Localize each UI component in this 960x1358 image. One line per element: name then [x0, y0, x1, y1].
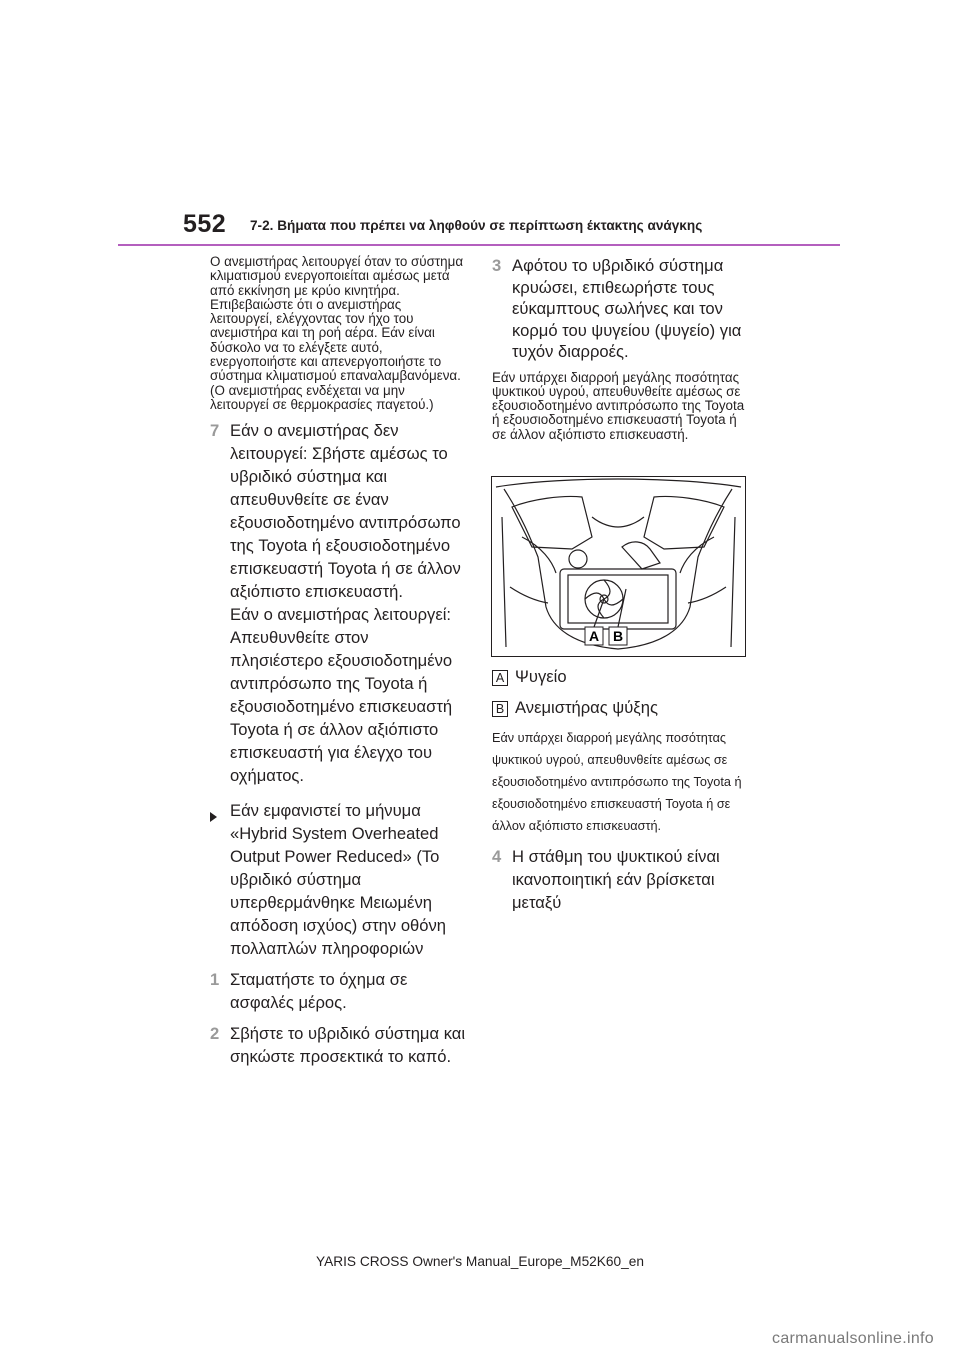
- step-7: [210, 419, 466, 787]
- step-2-text: Σβήστε το υβριδικό σύστημα και σηκώστε προσεκτικά το καπό.: [230, 1024, 466, 1067]
- right-column: [492, 255, 748, 442]
- step-7-text: Εάν ο ανεμιστήρας δεν λειτουργεί: Σβήστε αμέσως το υβριδικό σύστημα και απευθυνθείτε σε έναν εξουσιοδοτημένο αντιπρόσωπο της Toyota ή εξουσιοδοτημένο επισκευαστή Toyota ή σε άλλον αξιόπιστο επισκευαστή.: [230, 421, 461, 602]
- step-7-text-2: Εάν ο ανεμιστήρας λειτουργεί: Απευθυνθείτε στον πλησιέστερο εξουσιοδοτημένο αντιπρόσωπο της Toyota ή εξουσιοδοτημένο επισκευαστή Toyota ή σε άλλον αξιόπιστο επισκευαστή για έλεγχο του οχήματος.: [230, 605, 453, 786]
- step-1-text: Σταματήστε το όχημα σε ασφαλές μέρος.: [230, 970, 408, 1013]
- page-number: 552: [183, 210, 227, 238]
- right-column-lower: [492, 665, 748, 914]
- step-4-text: Η στάθμη του ψυκτικού είναι ικανοποιητική εάν βρίσκεται μεταξύ: [512, 847, 720, 912]
- subheading: [210, 799, 466, 960]
- step-1-number: 1: [210, 970, 220, 990]
- leak-note: Εάν υπάρχει διαρροή μεγάλης ποσότητας ψυκτικού υγρού, απευθυνθείτε αμέσως σε εξουσιοδοτημένο αντιπρόσωπο της Toyota ή εξουσιοδοτημένο επισκευαστή Toyota ή σε άλλον αξιόπιστο επισκευαστή.: [492, 369, 745, 442]
- section-title: 7-2. Βήματα που πρέπει να ληφθούν σε περίπτωση έκτακτης ανάγκης: [250, 218, 703, 233]
- step-3-number: 3: [492, 256, 502, 275]
- triangle-bullet-icon: [210, 812, 217, 822]
- step-2-number: 2: [210, 1024, 220, 1044]
- legend-a-key: A: [492, 670, 508, 686]
- header-rule: [118, 244, 840, 246]
- callout-b-label: B: [612, 628, 624, 644]
- engine-bay-illustration: [492, 477, 745, 656]
- subheading-text: Εάν εμφανιστεί το μήνυμα «Hybrid System Overheated Output Power Reduced» (Το υβριδικό σύστημα υπερθερμάνθηκε Μειωμένη απόδοση ισχύος) στην οθόνη πολλαπλών πληροφοριών: [230, 801, 447, 959]
- watermark: carmanualsonline.info: [772, 1330, 934, 1347]
- step-1: [210, 968, 466, 1014]
- step-2: [210, 1022, 466, 1068]
- footer-manual-title: YARIS CROSS Owner's Manual_Europe_M52K60_en: [316, 1254, 644, 1269]
- legend-item-a: [492, 665, 748, 688]
- step-3-text: Αφότου το υβριδικό σύστημα κρυώσει, επιθεωρήστε τους εύκαμπτους σωλήνες και τον κορμό του ψυγείου (ψυγείο) για τυχόν διαρροές.: [512, 256, 742, 361]
- legend-item-b: [492, 696, 748, 719]
- intro-paragraph: Ο ανεμιστήρας λειτουργεί όταν το σύστημα κλιματισμού ενεργοποιείται αμέσως μετά από εκκίνηση με κρύο κινητήρα. Επιβεβαιώστε ότι ο ανεμιστήρας λειτουργεί, ελέγχοντας τον ήχο του ανεμιστήρα και τη ροή αέρα. Εάν είναι δύσκολο να το ελέγξετε αυτό, ενεργοποιήστε και απενεργοποιήστε το σύστημα κλιματισμού επαναλαμβανόμενα. (Ο ανεμιστήρας ενδέχεται να μην λειτουργεί σε θερμοκρασίες παγετού.): [210, 254, 464, 412]
- legend-b-label: Ανεμιστήρας ψύξης: [515, 698, 658, 717]
- engine-bay-figure: [491, 476, 746, 657]
- legend-b-key: B: [492, 701, 508, 717]
- legend-a-label: Ψυγείο: [515, 667, 567, 686]
- callout-a-label: A: [588, 628, 600, 644]
- leak-note-2: Εάν υπάρχει διαρροή μεγάλης ποσότητας ψυκτικού υγρού, απευθυνθείτε αμέσως σε εξουσιοδοτημένο αντιπρόσωπο της Toyota ή εξουσιοδοτημένο επισκευαστή Toyota ή σε άλλον αξιόπιστο επισκευαστή.: [492, 731, 742, 833]
- left-column: [210, 255, 466, 1068]
- step-4-number: 4: [492, 847, 502, 866]
- step-7-number: 7: [210, 421, 220, 441]
- step-3: [492, 255, 748, 363]
- step-4: [492, 845, 748, 914]
